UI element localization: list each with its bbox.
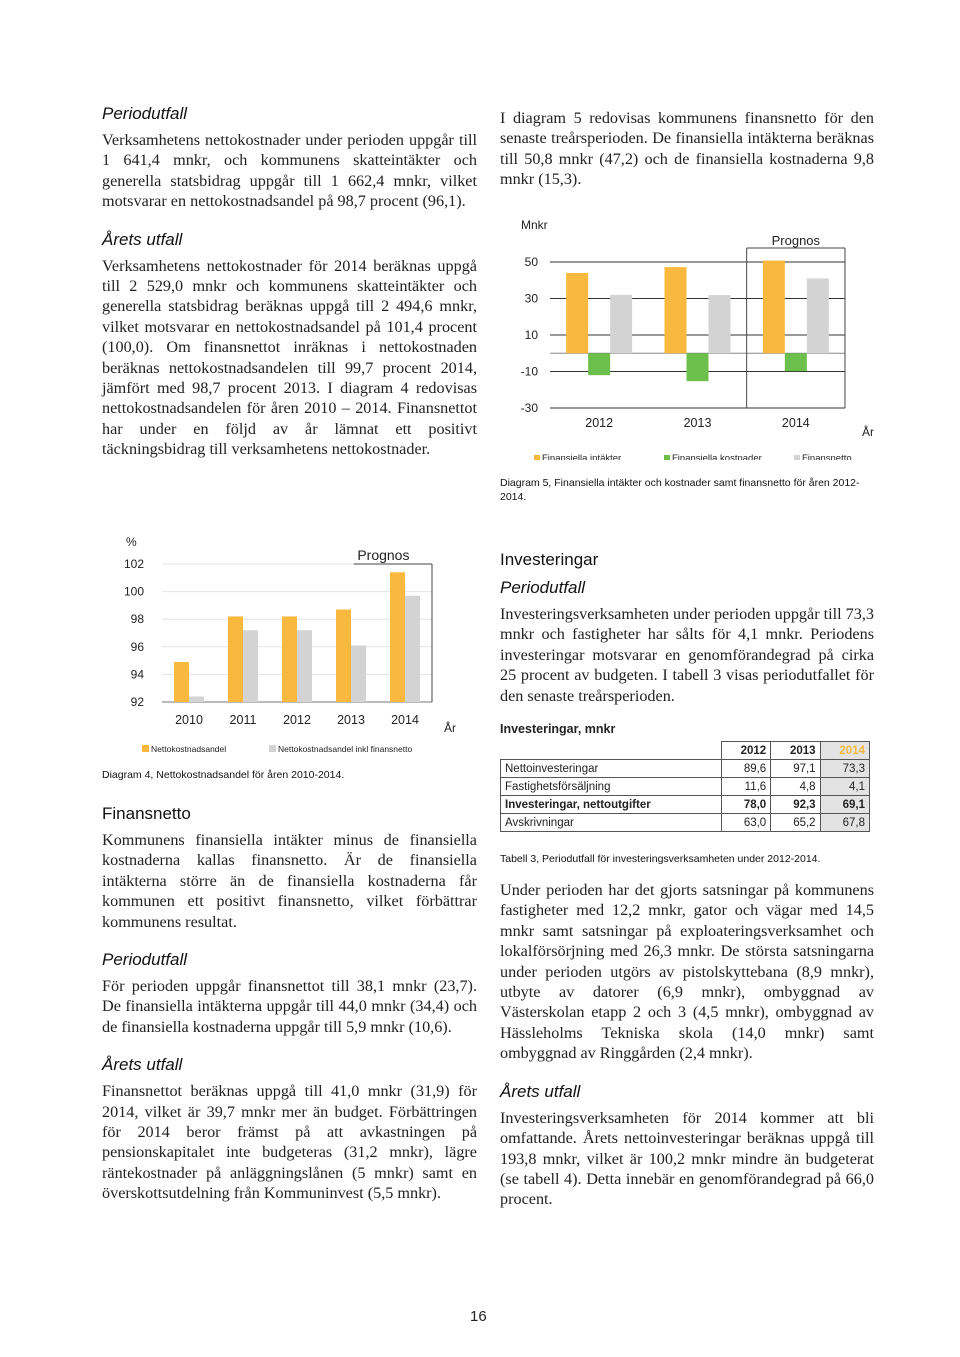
paragraph: Finansnettot beräknas uppgå till 41,0 mnkr (31,9) för 2014, vilket är 39,7 mnkr mer än budget. Förbättringen för 2014 beror främst på att avkastningen på pensionskapitalet inte budgeteras (31,2 mnkr), lägre räntekostnader på anläggningslånen (5 mnkr) samt en överskottsutdelning från Kommuninvest (5,5 mnkr). — [102, 1082, 477, 1203]
table-cell: 97,1 — [771, 760, 820, 778]
y-tick-label: 50 — [524, 255, 538, 269]
section-heading: Periodutfall — [102, 950, 188, 970]
table-cell: 92,3 — [771, 796, 820, 814]
y-tick-label: 30 — [524, 291, 538, 306]
x-tick-label: 2011 — [229, 713, 257, 727]
section-heading: Periodutfall — [500, 578, 586, 597]
finance-chart — [500, 210, 880, 460]
bar-2012-s2 — [610, 295, 632, 353]
bar-2014-s0 — [763, 261, 785, 354]
x-tick-label: 2014 — [391, 713, 419, 727]
y-tick-label: 92 — [130, 695, 144, 709]
paragraph: Under perioden har det gjorts satsningar på kommunens fastigheter med 12,2 mnkr, gator och vägar med 14,5 mnkr samt satsningar på exploateringsverksamhet och lokalförsörjning med 26,3 mnkr. De största satsningarna under perioden utgörs av pistolskyttebana (8,9 mnkr), utbyte av datorer (6,9 mnkr), ombyggnad av Västerskolan etapp 2 och 3 (4,5 mnkr), ombyggnad av Hässleholms Tekniska skola (14,0 mnkr) samt ombyggnad av Ringgården (2,4 mnkr). — [500, 881, 874, 1063]
table-row — [501, 778, 870, 796]
forecast-label: Prognos — [771, 233, 821, 248]
paragraph: I diagram 5 redovisas kommunens finansnetto för den senaste treårsperioden. De finansiella intäkterna beräknas till 50,8 mnkr (47,2) och de finansiella kostnaderna 9,8 mnkr (15,3). — [500, 109, 874, 189]
table-row — [501, 796, 870, 814]
bar-2012-s1 — [588, 353, 610, 375]
chart-caption: Diagram 5, Finansiella intäkter och kostnader samt finansnetto för åren 2012-2014. — [500, 477, 860, 503]
table-row-label: Fastighetsförsäljning — [501, 778, 722, 796]
table-row — [501, 760, 870, 778]
x-tick-label: 2013 — [337, 713, 365, 727]
legend-swatch — [534, 455, 540, 460]
paragraph: Investeringsverksamheten för 2014 kommer att bli omfattande. Årets nettoinvesteringar beräknas uppgå till 193,8 mnkr, vilket är 100,2 mnkr mindre än budgeterat (se tabell 4). Detta innebär en genomförandegrad på 66,0 procent. — [500, 1108, 874, 1209]
table-cell: 89,6 — [721, 760, 770, 778]
investment-table-wrap — [500, 722, 874, 866]
right-top-column — [500, 108, 874, 190]
diagram-5 — [500, 210, 880, 510]
table-cell: 63,0 — [721, 814, 770, 832]
chart-caption: Diagram 4, Nettokostnadsandel för åren 2010-2014. — [102, 769, 345, 781]
table-cell: 73,3 — [820, 760, 869, 778]
table-header: 2014 — [820, 742, 869, 760]
table-header-row — [501, 742, 870, 760]
table-row-label: Avskrivningar — [501, 814, 722, 832]
bar-2012-s1 — [297, 630, 312, 702]
investment-table — [500, 741, 870, 832]
section-heading: Årets utfall — [102, 1055, 183, 1075]
left-bottom-column — [102, 804, 477, 1204]
y-tick-label: -30 — [520, 401, 538, 415]
bar-2013-s1 — [687, 353, 709, 381]
table-cell: 78,0 — [721, 796, 770, 814]
legend-label: Nettokostnadsandel inkl finansnetto — [278, 744, 413, 754]
x-tick-label: 2014 — [781, 416, 810, 430]
bar-2010-s0 — [174, 662, 189, 702]
section-heading: Periodutfall — [102, 104, 188, 123]
forecast-label: Prognos — [357, 547, 410, 563]
table-title: Investeringar, mnkr — [500, 722, 616, 737]
y-tick-label: 98 — [130, 612, 144, 627]
legend-label: Nettokostnadsandel — [151, 744, 227, 754]
paragraph: Investeringsverksamheten under perioden uppgår till 73,3 mnkr och fastigheter har sålts för 4,1 mnkr. Periodens investeringar motsvarar en genomförandegrad på cirka 25 procent av budgeten. I tabell 3 visas periodutfallet för den senaste treårsperioden. — [500, 605, 875, 705]
bar-2011-s0 — [228, 616, 243, 702]
paragraph: Verksamhetens nettokostnader för 2014 beräknas uppgå till 2 529,0 mnkr och kommunens skatteintäkter och generella statsbidrag beräknas uppgå till 2 494,6 mnkr, vilket motsvarar en nettokostnadsandel på 101,4 procent (100,0). Om finansnettot inräknas i nettokostnaden beräknas nettokostnadsandelen till 99,7 procent 2014, jämfört med 98,7 procent 2013. I diagram 4 redovisas nettokostnadsandelen för åren 2010 – 2014. Finansnettot har under en följd av år lämnat ett positivt täckningsbidrag till verksamhetens nettokostnader. — [102, 256, 477, 459]
bar-2010-s1 — [189, 696, 204, 702]
table-row — [501, 814, 870, 832]
y-tick-label: 94 — [130, 667, 144, 682]
legend-swatch — [269, 745, 276, 752]
y-tick-label: 100 — [123, 584, 144, 599]
legend-label: Finansnetto — [802, 453, 852, 460]
legend-swatch — [664, 455, 670, 460]
y-tick-label: -10 — [520, 364, 538, 379]
table-caption: Tabell 3, Periodutfall för investeringsverksamheten under 2012-2014. — [500, 853, 821, 866]
bar-2013-s1 — [351, 645, 366, 702]
section-heading: Finansnetto — [102, 804, 191, 823]
page-number: 16 — [470, 1308, 487, 1325]
table-cell: 67,8 — [820, 814, 869, 832]
table-cell: 4,8 — [771, 778, 820, 796]
paragraph: Kommunens finansiella intäkter minus de finansiella kostnaderna kallas finansnetto. Är de finansiella intäkterna större än de finansiella kostnaderna får kommunen ett positivt finansnetto, vilket förbättrar kommunens resultat. — [102, 831, 477, 931]
bar-2013-s0 — [665, 267, 687, 353]
netcost-chart — [102, 530, 462, 762]
y-tick-label: 96 — [130, 639, 144, 654]
table-cell: 4,1 — [820, 778, 869, 796]
bar-2012-s0 — [566, 273, 588, 353]
table-cell: 65,2 — [771, 814, 820, 832]
right-bottom-column — [500, 550, 874, 1210]
bar-2014-s2 — [807, 278, 829, 353]
table-cell: 11,6 — [721, 778, 770, 796]
legend-label: Finansiella kostnader — [672, 453, 762, 460]
bar-2014-s0 — [390, 572, 405, 702]
section-heading: Årets utfall — [102, 229, 183, 249]
paragraph: Verksamhetens nettokostnader under perioden uppgår till 1 641,4 mnkr, och kommunens skatteintäkter och generella statsbidrag uppgår till 1 662,4 mnkr, vilket motsvarar en nettokostnadsandel på 98,7 procent (96,1). — [102, 131, 477, 211]
bar-2014-s1 — [405, 596, 420, 702]
bar-2014-s1 — [785, 353, 807, 371]
paragraph: För perioden uppgår finansnettot till 38,1 mnkr (23,7). De finansiella intäkterna uppgår till 44,0 mnkr (34,4) och de finansiella kostnaderna uppgår till 5,9 mnkr (10,6). — [102, 977, 477, 1036]
x-tick-label: 2012 — [283, 713, 311, 727]
table-row-label: Nettoinvesteringar — [501, 760, 722, 778]
legend-label: Finansiella intäkter — [542, 453, 622, 460]
x-tick-label: 2010 — [175, 713, 203, 727]
table-cell: 69,1 — [820, 796, 869, 814]
y-axis-label: Mnkr — [521, 218, 548, 232]
section-heading: Årets utfall — [500, 1081, 581, 1101]
table-header: 2013 — [771, 742, 820, 760]
table-header: 2012 — [721, 742, 770, 760]
x-axis-label: År — [862, 425, 874, 439]
x-tick-label: 2013 — [683, 416, 712, 430]
y-tick-label: 102 — [123, 557, 144, 571]
section-heading: Investeringar — [500, 550, 599, 569]
x-axis-label: År — [444, 721, 456, 735]
table-row-label: Investeringar, nettoutgifter — [501, 796, 722, 814]
bar-2013-s0 — [336, 610, 351, 702]
y-tick-label: 10 — [524, 328, 538, 342]
bar-2011-s1 — [243, 630, 258, 702]
legend-swatch — [142, 745, 149, 752]
bar-2013-s2 — [709, 295, 731, 353]
y-axis-label: % — [126, 535, 137, 549]
left-top-column — [102, 104, 477, 460]
legend-swatch — [794, 455, 800, 460]
x-tick-label: 2012 — [585, 416, 614, 430]
bar-2012-s0 — [282, 616, 297, 702]
diagram-4 — [102, 530, 462, 790]
